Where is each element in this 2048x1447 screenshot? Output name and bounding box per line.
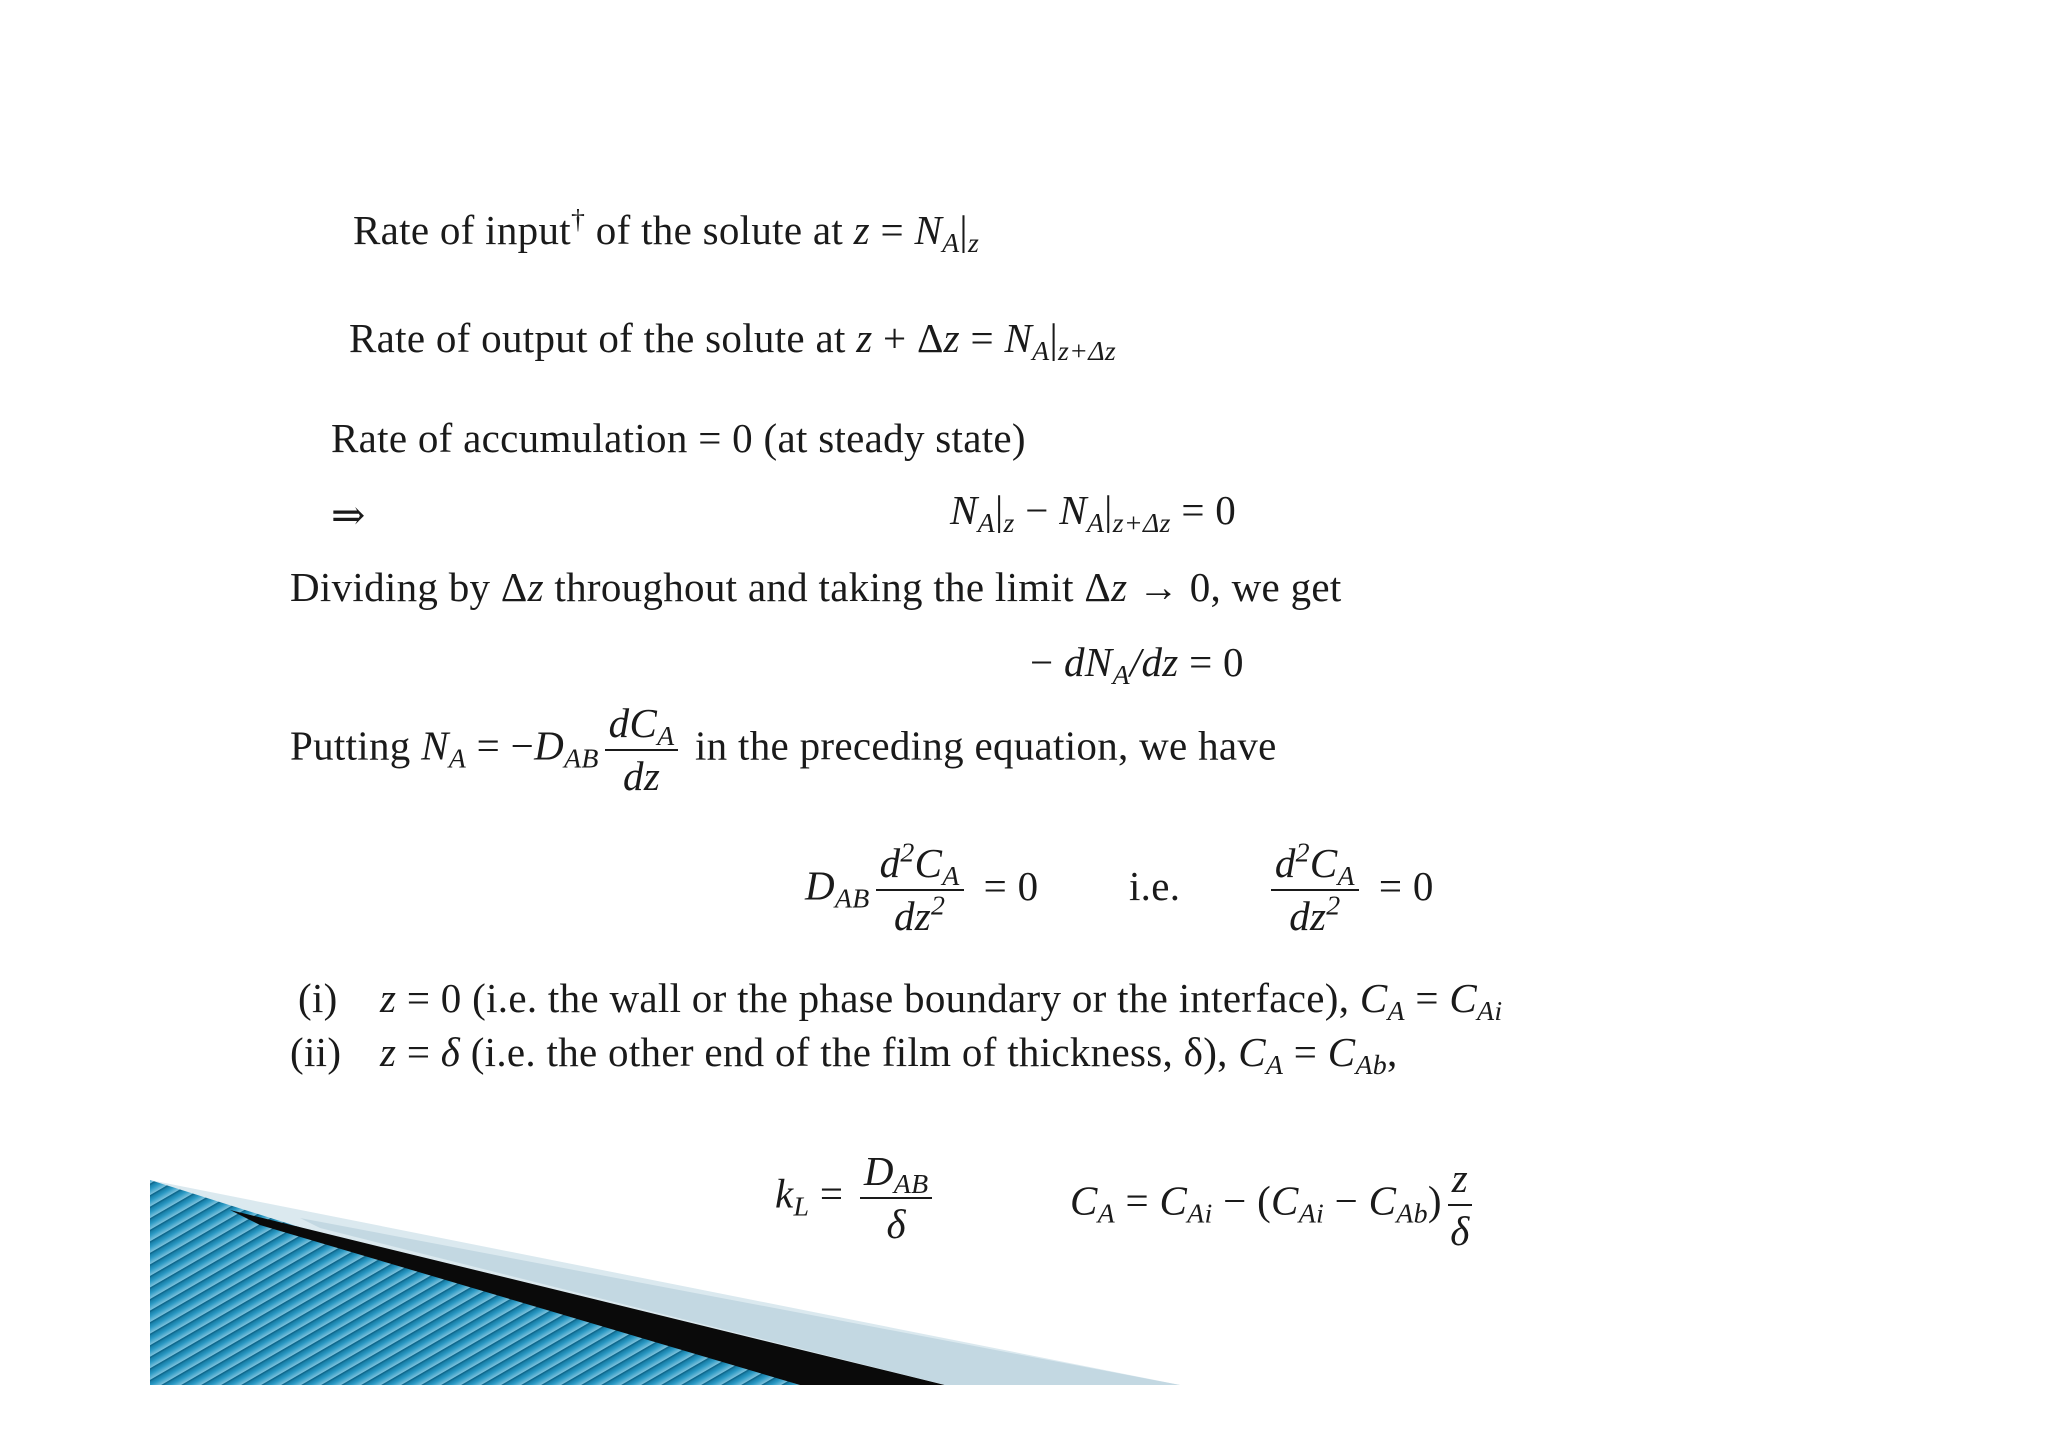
so2-den-sup: 2 xyxy=(1326,890,1341,922)
rate-of-input-line xyxy=(353,204,980,259)
eq-A1: A xyxy=(977,507,995,539)
so-num-sub: A xyxy=(942,860,960,892)
eq-N2: N xyxy=(1059,487,1087,533)
prof-C1: C xyxy=(1159,1177,1188,1224)
kl-eq: = xyxy=(809,1170,854,1217)
so2-den-dz: dz xyxy=(1289,893,1327,940)
derivative-equation xyxy=(1030,639,1244,691)
eq-minus: − xyxy=(1014,487,1060,533)
concentration-profile xyxy=(1070,1155,1478,1255)
so-num-C: C xyxy=(914,840,943,886)
eq-N1: N xyxy=(950,487,978,533)
bc2-C: C xyxy=(1238,1029,1266,1075)
prof-C2: C xyxy=(1271,1177,1299,1224)
so2-num-d: d xyxy=(1274,840,1296,886)
prof-A: A xyxy=(1097,1198,1115,1230)
bc1-eq: = xyxy=(1404,975,1450,1021)
rate-of-output-line xyxy=(349,315,1117,367)
prof-C3: C xyxy=(1368,1177,1397,1224)
eq-bar1: | xyxy=(994,487,1004,533)
fick-num-sub: A xyxy=(657,720,675,752)
bc2-C2: C xyxy=(1327,1029,1356,1075)
boundary-condition-1 xyxy=(298,975,1503,1027)
input-z: z xyxy=(853,207,870,253)
kl-k: k xyxy=(775,1170,794,1217)
limit-line xyxy=(290,564,1342,610)
output-eq: = xyxy=(959,315,1005,361)
fick-num: dC xyxy=(608,700,658,746)
eq-bar2: | xyxy=(1104,487,1113,533)
bc2-A: A xyxy=(1265,1049,1284,1081)
so-den-dz: dz xyxy=(893,893,931,940)
putting-A: A xyxy=(448,743,467,775)
input-sub: z xyxy=(967,227,980,259)
so-num-sup: 2 xyxy=(900,837,915,869)
bc1-A: A xyxy=(1387,995,1405,1027)
bc2-label: (ii) xyxy=(290,1029,342,1075)
output-bar: | xyxy=(1049,315,1058,361)
so-fraction-2 xyxy=(1271,837,1359,940)
prof-Ai2: Ai xyxy=(1298,1198,1325,1230)
input-N: N xyxy=(914,207,943,253)
kl-num-AB: AB xyxy=(893,1168,929,1200)
so2-num-C: C xyxy=(1309,840,1338,886)
so-num-d: d xyxy=(879,840,901,886)
bc2-eq: = xyxy=(1283,1029,1328,1075)
eq-sub1: z xyxy=(1003,507,1015,539)
limit-b: throughout and taking the limit Δ xyxy=(543,564,1112,610)
deriv-A: A xyxy=(1112,659,1130,691)
putting-D: D xyxy=(534,722,564,769)
so-fraction-1 xyxy=(876,837,964,940)
output-sub: z+Δz xyxy=(1057,335,1117,367)
dagger-mark: † xyxy=(570,204,586,236)
implies-symbol: ⇒ xyxy=(331,492,366,538)
putting-line xyxy=(290,700,1277,800)
putting-lead: Putting xyxy=(290,722,422,769)
mass-transfer-coefficient xyxy=(775,1148,938,1248)
output-z: z xyxy=(856,315,873,361)
fick-fraction xyxy=(605,700,679,800)
prof-C: C xyxy=(1070,1177,1098,1224)
putting-eq: = − xyxy=(466,722,535,769)
rate-of-accumulation-line: Rate of accumulation = 0 (at steady state) xyxy=(331,415,1026,461)
deriv-rhs: = 0 xyxy=(1178,639,1244,685)
so-AB: AB xyxy=(834,883,870,915)
so-D: D xyxy=(805,862,835,909)
bc1-cond: = 0 (i.e. the wall or the phase boundary or the interface), xyxy=(396,975,1360,1021)
output-plus: + Δ xyxy=(872,315,944,361)
flux-difference-equation xyxy=(950,487,1237,539)
eq-sub2: z+Δz xyxy=(1112,507,1171,539)
boundary-condition-2 xyxy=(290,1029,1398,1081)
limit-c: → 0, we get xyxy=(1127,564,1342,610)
second-order-equation xyxy=(805,837,1434,940)
prof-eq: = xyxy=(1114,1177,1160,1224)
deriv-minus: − xyxy=(1030,639,1064,685)
prof-Ab: Ab xyxy=(1396,1198,1428,1230)
so2-num-sub: A xyxy=(1337,860,1355,892)
eq-A2: A xyxy=(1086,507,1105,539)
kl-L: L xyxy=(793,1191,810,1223)
input-bar: | xyxy=(959,207,968,253)
fick-den: dz xyxy=(623,753,661,800)
output-z2: z xyxy=(943,315,960,361)
putting-tail: in the preceding equation, we have xyxy=(684,722,1277,769)
prof-mid: − ( xyxy=(1212,1177,1272,1224)
bc1-C: C xyxy=(1359,975,1388,1021)
bc1-C2: C xyxy=(1449,975,1477,1021)
prof-Ai1: Ai xyxy=(1187,1198,1213,1230)
bc2-z: z xyxy=(380,1029,397,1075)
output-A: A xyxy=(1032,335,1050,367)
prof-fraction xyxy=(1448,1155,1472,1255)
prof-close: ) xyxy=(1427,1177,1442,1224)
limit-a: Dividing by Δ xyxy=(290,564,528,610)
bc2-eq1: = xyxy=(396,1029,441,1075)
input-A: A xyxy=(942,227,960,259)
deriv-dN: dN xyxy=(1063,639,1113,685)
so-ie: i.e. xyxy=(1128,862,1181,909)
input-prefix: Rate of input xyxy=(353,207,571,253)
output-N: N xyxy=(1004,315,1033,361)
bc2-comma: , xyxy=(1387,1029,1398,1075)
kl-fraction xyxy=(860,1148,933,1248)
prof-frac-den: δ xyxy=(1450,1208,1470,1255)
bc2-Ab: Ab xyxy=(1355,1049,1388,1081)
input-eq: = xyxy=(869,207,915,253)
putting-AB: AB xyxy=(564,743,599,775)
kl-den: δ xyxy=(886,1201,906,1248)
putting-N: N xyxy=(421,722,449,769)
bc2-cond: (i.e. the other end of the film of thickness, δ), xyxy=(460,1029,1239,1075)
output-prefix: Rate of output of the solute at xyxy=(349,315,857,361)
so-rhs-2: = 0 xyxy=(1378,862,1434,909)
prof-minus: − xyxy=(1324,1177,1369,1224)
kl-num-D: D xyxy=(863,1148,894,1194)
so-rhs: = 0 xyxy=(983,862,1039,909)
limit-z2: z xyxy=(1111,564,1128,610)
so2-num-sup: 2 xyxy=(1295,837,1310,869)
bc1-Ai: Ai xyxy=(1477,995,1503,1027)
limit-z1: z xyxy=(527,564,544,610)
eq-rhs: = 0 xyxy=(1170,487,1237,533)
bc2-delta: δ xyxy=(440,1029,461,1075)
deriv-slash: / xyxy=(1129,639,1142,685)
deriv-dz: dz xyxy=(1141,639,1179,685)
so-den-sup: 2 xyxy=(931,890,946,922)
input-mid: of the solute at xyxy=(585,207,854,253)
bc1-z: z xyxy=(380,975,397,1021)
bc1-label: (i) xyxy=(298,975,338,1021)
prof-frac-num: z xyxy=(1448,1155,1472,1206)
